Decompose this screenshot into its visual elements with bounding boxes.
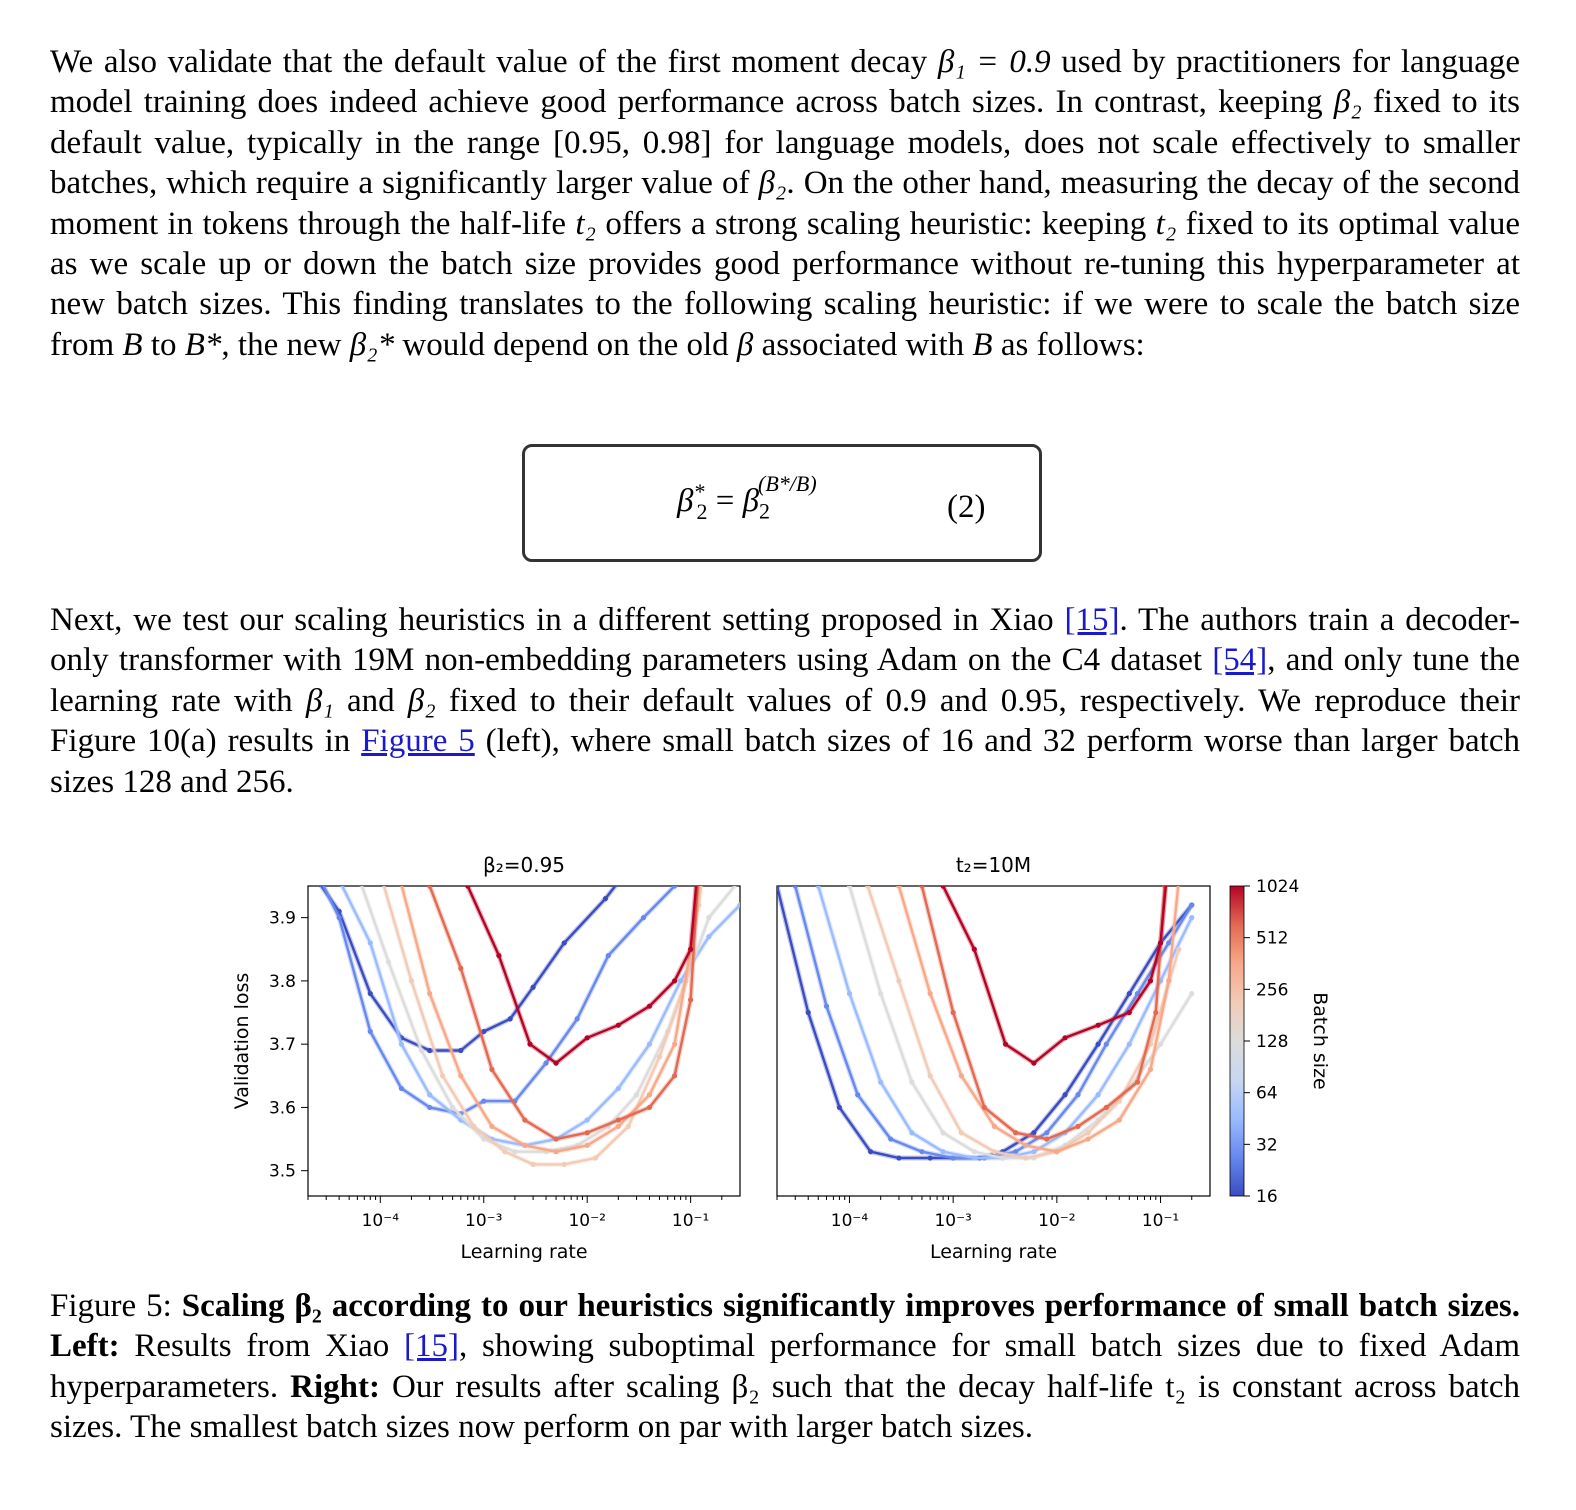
text: . On the other hand, measuring the decay of the second moment in tokens through the half-life [50,165,1521,242]
series-group [774,852,1194,1161]
text: fixed to their default values of 0.9 and 0.95, respectively. We reproduce their Figure 10(a) results in [50,682,1520,760]
data-point-128-3 [450,1105,455,1110]
data-point-768-6 [1104,1105,1109,1110]
colorbar-tick-label: 64 [1256,1083,1278,1104]
x-axis-label: Learning rate [929,1241,1058,1263]
x-tick-label: 10⁻⁴ [830,1211,869,1231]
data-point-64-1 [368,940,373,945]
citation-link-15[interactable]: [15] [1064,602,1120,638]
data-point-16-2 [837,1105,842,1110]
data-point-16-7 [508,1016,513,1021]
data-point-1024-5 [616,1023,621,1028]
data-point-1024-6 [647,1004,652,1009]
colorbar-tick-label: 256 [1256,980,1289,1001]
data-point-256-4 [502,1149,507,1154]
data-point-1024-1 [496,953,501,958]
data-point-512-3 [992,1124,997,1129]
data-point-64-9 [1096,1092,1101,1097]
figure-link-5[interactable]: Figure 5 [361,723,475,760]
data-point-32-2 [368,1029,373,1034]
data-point-1024-0 [941,883,946,888]
data-point-16-11 [647,840,652,844]
chart-title: t₂=10M [955,853,1032,877]
data-point-768-3 [1013,1130,1018,1135]
body-paragraph-1 [50,42,1520,365]
series-line-16 [777,886,1192,1158]
data-point-1024-4 [585,1035,590,1040]
math-range: [0.95, 0.98] [553,124,712,161]
x-tick-label: 10⁻³ [934,1211,972,1231]
data-point-512-0 [396,871,401,876]
data-point-512-9 [672,1042,677,1047]
data-point-1024-2 [527,1042,532,1047]
data-point-512-5 [1054,1149,1059,1154]
colorbar-tick-label: 512 [1256,928,1289,949]
data-point-64-1 [847,991,852,996]
equation-box [522,444,1042,562]
data-point-64-0 [816,883,821,888]
series-line-128 [357,873,740,1151]
data-point-512-3 [489,1124,494,1129]
data-point-16-2 [368,991,373,996]
data-point-768-7 [647,1105,652,1110]
math-beta2: β₂ [407,682,436,719]
data-point-64-5 [972,1155,977,1160]
y-tick-label: 3.9 [268,908,296,929]
data-point-768-0 [919,883,924,888]
data-point-16-12 [1127,991,1132,996]
data-point-32-6 [481,1099,486,1104]
data-point-16-0 [774,883,779,888]
data-point-512-7 [616,1124,621,1129]
data-point-512-9 [1166,978,1171,983]
math-t2: t₂ [575,205,596,242]
data-point-16-1 [806,1010,811,1015]
x-tick-label: 10⁻² [568,1211,606,1231]
data-point-256-6 [562,1162,567,1167]
data-point-16-0 [305,864,310,869]
data-point-768-9 [688,997,693,1002]
data-point-256-5 [531,1162,536,1167]
series-band-16 [777,886,1192,1158]
data-point-768-4 [553,1136,558,1141]
data-point-16-8 [531,985,536,990]
equation [677,471,829,525]
data-point-256-4 [992,1149,997,1154]
data-point-128-0 [355,871,360,876]
data-point-512-10 [1176,877,1181,882]
series-group [305,840,742,1167]
data-point-256-3 [959,1130,964,1135]
data-point-1024-1 [972,947,977,952]
eq-rhs-sub: 2 [759,498,770,524]
data-point-768-5 [585,1130,590,1135]
data-point-128-10 [1158,1042,1163,1047]
data-point-32-10 [606,953,611,958]
data-point-256-10 [1176,947,1181,952]
math-beta: β [736,326,754,363]
data-point-768-10 [696,864,701,869]
series-band-256 [868,886,1179,1158]
data-point-1024-6 [1127,1010,1132,1015]
data-point-64-2 [878,1080,883,1085]
data-point-32-3 [888,1136,893,1141]
data-point-1024-7 [1148,978,1153,983]
data-point-16-10 [603,896,608,901]
math-beta2star: β₂* [349,326,395,363]
data-point-768-0 [427,883,432,888]
eq-equals: = [707,483,743,519]
data-point-256-5 [1023,1155,1028,1160]
data-point-128-11 [1189,991,1194,996]
data-point-1024-5 [1096,1023,1101,1028]
data-point-512-6 [585,1143,590,1148]
data-point-16-9 [562,940,567,945]
data-point-768-1 [458,966,463,971]
math-Bstar: B* [184,326,222,363]
data-point-512-4 [1023,1143,1028,1148]
data-point-32-1 [824,1004,829,1009]
x-axis-label: Learning rate [460,1241,588,1263]
data-point-768-8 [672,1073,677,1078]
text: We also validate that the default value of the first moment decay [50,44,938,80]
data-point-64-12 [1189,915,1194,920]
data-point-32-13 [1189,902,1194,907]
eq-lhs-sub: 2 [696,498,708,524]
data-point-1024-9 [696,852,701,857]
text: to [142,326,185,363]
data-point-1024-4 [1062,1035,1067,1040]
eq-rhs-sup: (B*/B) [758,471,817,496]
data-point-512-7 [1117,1117,1122,1122]
data-point-512-8 [647,1092,652,1097]
data-point-1024-3 [553,1061,558,1066]
data-point-32-4 [919,1149,924,1154]
text: , showing suboptimal performance for small batch sizes due to fixed Adam hyperparameters. [50,1328,1520,1405]
text: Next, we test our scaling heuristics in a different setting proposed in Xiao [50,602,1065,638]
data-point-32-4 [427,1105,432,1110]
x-tick-label: 10⁻⁴ [361,1211,400,1231]
data-point-256-0 [378,871,383,876]
x-tick-label: 10⁻³ [465,1211,503,1231]
data-point-768-3 [522,1117,527,1122]
data-point-768-5 [1075,1124,1080,1129]
colorbar-tick-label: 128 [1256,1032,1289,1052]
data-point-768-7 [1135,1080,1140,1085]
text: and [333,682,408,719]
data-point-512-6 [1085,1136,1090,1141]
x-tick-label: 10⁻¹ [1141,1211,1180,1231]
caption-label: Figure 5: [50,1288,182,1324]
data-point-1024-0 [465,883,470,888]
figure-5 [0,840,1576,1280]
data-point-32-13 [706,852,711,857]
colorbar-gradient [1230,886,1244,1196]
text: used by practitioners for language model training does indeed achieve good performance across batch sizes. In contrast, keeping [50,44,1520,121]
data-point-32-3 [399,1086,404,1091]
data-point-128-9 [634,1092,639,1097]
math-beta1: β₁ = 0.9 [937,44,1051,80]
data-point-128-1 [386,959,391,964]
data-point-768-1 [951,1010,956,1015]
data-point-512-1 [427,991,432,996]
data-point-64-9 [616,1086,621,1091]
data-point-512-2 [959,1073,964,1078]
text: , the new [221,326,350,363]
data-point-64-4 [941,1149,946,1154]
data-point-512-5 [553,1149,558,1154]
data-point-256-7 [593,1155,598,1160]
data-point-32-9 [1075,1092,1080,1097]
data-point-768-8 [1153,1010,1158,1015]
citation-link-15[interactable]: [15] [404,1328,459,1365]
data-point-32-11 [641,915,646,920]
data-point-64-8 [585,1117,590,1122]
data-point-64-0 [337,877,342,882]
x-tick-label: 10⁻¹ [671,1211,710,1231]
data-point-16-5 [458,1048,463,1053]
data-point-32-12 [672,883,677,888]
data-point-64-13 [737,902,742,907]
body-paragraph-2 [50,600,1520,802]
data-point-32-0 [305,852,310,857]
text: as follows: [992,326,1145,363]
data-point-32-0 [793,883,798,888]
equation-number: (2) [947,489,986,525]
chart-title: β₂=0.95 [482,853,566,877]
y-tick-label: 3.7 [268,1035,296,1056]
text: (left), where small batch sizes of 16 and 32 perform worse than larger batch sizes 128 and 256. [50,723,1521,800]
series-band-768 [430,867,699,1139]
data-point-32-10 [1104,1042,1109,1047]
text: Results from Xiao [119,1328,405,1365]
data-point-256-1 [896,978,901,983]
data-point-32-2 [855,1092,860,1097]
math-t2: t₂ [1155,205,1177,242]
data-point-64-3 [909,1130,914,1135]
caption-bold-2: Right: [290,1368,380,1405]
data-point-32-9 [575,1016,580,1021]
citation-link-54[interactable]: [54] [1212,642,1268,679]
data-point-1024-9 [1166,852,1171,857]
chart-panel-1 [231,840,743,1263]
math-beta2: β₂ [758,165,787,202]
chart-panel-2 [774,852,1210,1263]
math-B: B [122,326,143,363]
math-B: B [972,326,993,363]
data-point-64-10 [1127,1042,1132,1047]
data-point-1024-8 [1158,940,1163,945]
colorbar-label: Batch size [1309,992,1331,1090]
text: . The authors train a decoder-only transformer with 19M non-embedding parameters using Adam on the C4 dataset [50,602,1521,679]
series-band-128 [357,873,740,1151]
data-point-256-3 [471,1124,476,1129]
data-point-64-3 [427,1092,432,1097]
text: for language models, does not scale effectively to smaller batches, which require a significantly larger value of [50,124,1520,202]
data-point-256-0 [865,883,870,888]
data-point-64-2 [399,1042,404,1047]
data-point-16-10 [1062,1092,1067,1097]
data-point-128-1 [878,991,883,996]
text: , and only tune the learning rate with [50,642,1520,719]
data-point-256-2 [440,1073,445,1078]
data-point-512-8 [1148,1067,1153,1072]
data-point-512-0 [896,883,901,888]
data-point-256-8 [626,1124,631,1129]
text: fixed to its optimal value as we scale up or down the batch size provides good performance without re-tuning this hyperparameter at new batch sizes. This finding translates to the following scaling heuristic: if we were to scale the batch size from [50,205,1520,363]
data-point-128-12 [706,915,711,920]
text: offers a strong scaling heuristic: keeping [595,205,1156,242]
data-point-512-2 [458,1073,463,1078]
data-point-1024-7 [672,978,677,983]
data-point-512-1 [928,991,933,996]
data-point-16-3 [868,1149,873,1154]
math-beta2: β₂ [1333,84,1362,121]
data-point-128-4 [972,1149,977,1154]
data-point-128-2 [419,1048,424,1053]
data-point-1024-3 [1031,1061,1036,1066]
data-point-32-8 [1044,1130,1049,1135]
caption-bold-1: Scaling β₂ according to our heuristics significantly improves performance of small batch sizes. Left: [50,1288,1520,1365]
eq-lhs-sup: * [693,479,705,504]
math-beta1: β₁ [305,682,334,719]
colorbar [1230,877,1331,1207]
colorbar-tick-label: 16 [1256,1187,1278,1207]
data-point-512-4 [522,1143,527,1148]
text: Our results after scaling β₂ such that the decay half-life t₂ is constant across batch sizes. The smallest batch sizes now perform on par with larger batch sizes. [50,1368,1520,1446]
x-tick-label: 10⁻² [1038,1211,1076,1231]
data-point-128-13 [737,877,742,882]
y-tick-label: 3.6 [268,1098,296,1119]
text: would depend on the old [394,326,737,363]
y-tick-label: 3.8 [268,971,296,992]
data-point-256-9 [657,1054,662,1059]
data-point-768-4 [1044,1136,1049,1141]
data-point-128-2 [909,1080,914,1085]
data-point-256-7 [1085,1130,1090,1135]
text: fixed to its default value, typically in the range [50,84,1520,161]
data-point-32-1 [337,915,342,920]
data-point-1024-2 [1003,1042,1008,1047]
data-point-128-3 [941,1130,946,1135]
text: associated with [753,326,973,363]
data-point-16-11 [1096,1042,1101,1047]
data-point-16-4 [896,1155,901,1160]
colorbar-tick-label: 32 [1256,1135,1278,1156]
data-point-64-10 [647,1042,652,1047]
figure-svg [0,840,1576,1280]
data-point-64-12 [706,934,711,939]
data-point-128-0 [847,883,852,888]
figure-caption [50,1286,1520,1448]
y-axis-label: Validation loss [231,972,253,1110]
series-band-512 [899,880,1179,1152]
colorbar-tick-label: 1024 [1256,877,1300,897]
data-point-32-8 [543,1061,548,1066]
data-point-768-6 [616,1117,621,1122]
data-point-768-2 [982,1105,987,1110]
y-tick-label: 3.5 [268,1161,296,1182]
data-point-768-2 [489,1067,494,1072]
eq-rhs: β [742,483,759,519]
data-point-512-11 [700,852,705,857]
data-point-256-2 [928,1073,933,1078]
data-point-1024-8 [688,947,693,952]
data-point-256-1 [409,978,414,983]
eq-lhs: β [677,483,694,519]
